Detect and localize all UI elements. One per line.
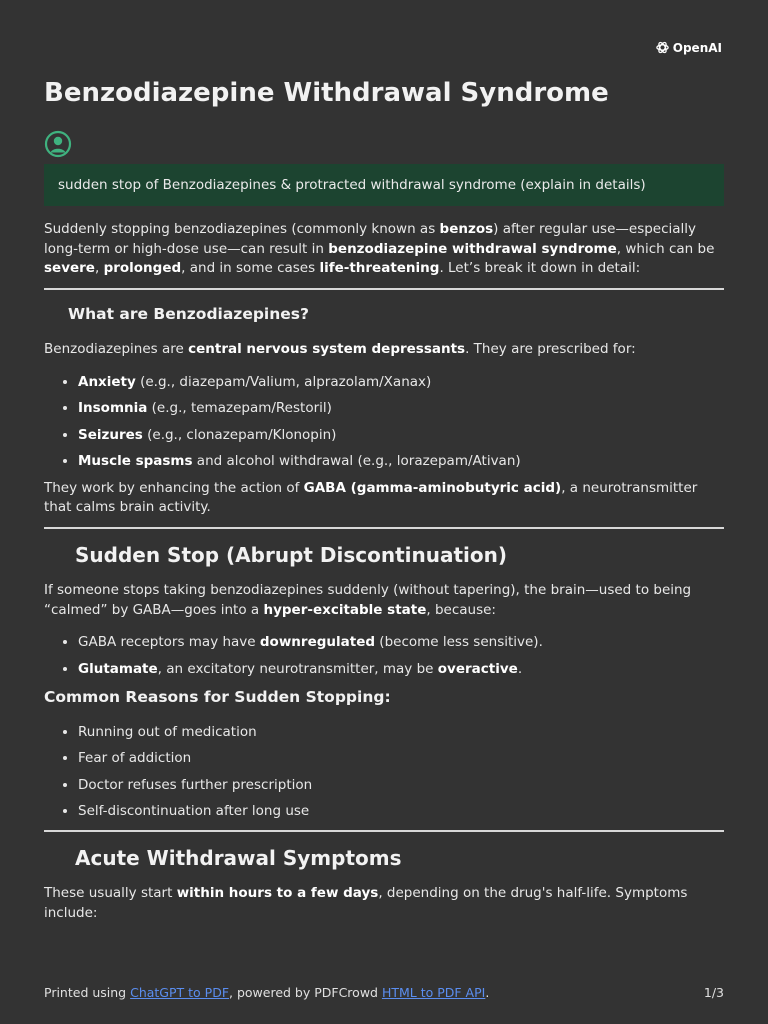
uses-list (44, 373, 724, 472)
list-item: • GABA receptors may have downregulated (become less sensitive). (78, 633, 724, 653)
list-item: • Fear of addiction (78, 749, 724, 769)
list-item: • Seizures (e.g., clonazepam/Klonopin) (78, 426, 724, 446)
section-heading: Acute Withdrawal Symptoms (75, 845, 402, 870)
paragraph: Benzodiazepines are central nervous system depressants. They are prescribed for: (44, 341, 636, 357)
user-avatar-icon (44, 130, 72, 158)
page-number: 1/3 (703, 985, 724, 1000)
reasons-list (44, 723, 724, 822)
divider (44, 527, 724, 529)
paragraph: If someone stops taking benzodiazepines suddenly (without tapering), the brain—used to being “calmed” by GABA—goes into a hyper-excitable state, because: (44, 582, 692, 618)
subsection-heading: Common Reasons for Sudden Stopping: (44, 688, 391, 706)
chatgpt-to-pdf-link[interactable]: ChatGPT to PDF (130, 985, 230, 1000)
divider (44, 830, 724, 832)
list-item: • Anxiety (e.g., diazepam/Valium, alprazolam/Xanax) (78, 373, 724, 393)
footer-credit: Printed using ChatGPT to PDF, powered by PDFCrowd HTML to PDF API. (44, 985, 490, 1000)
list-item: • Glutamate, an excitatory neurotransmitter, may be overactive. (78, 660, 724, 680)
list-item: • Muscle spasms and alcohol withdrawal (e.g., lorazepam/Ativan) (78, 452, 724, 472)
paragraph: They work by enhancing the action of GABA (gamma-aminobutyric acid), a neurotransmitter that calms brain activity. (44, 479, 698, 515)
intro-paragraph: Suddenly stopping benzodiazepines (commonly known as benzos) after regular use—especially long-term or high-dose use—can result in benzodiazepine withdrawal syndrome, which can be severe, prolonged, and in some cases life-threatening. Let’s break it down in detail: (44, 221, 715, 276)
list-item: • Insomnia (e.g., temazepam/Restoril) (78, 399, 724, 419)
divider (44, 288, 724, 290)
list-item: • Doctor refuses further prescription (78, 776, 724, 796)
html-to-pdf-api-link[interactable]: HTML to PDF API (381, 985, 486, 1000)
response-content (44, 220, 724, 923)
list-item: • Running out of medication (78, 723, 724, 743)
openai-knot-icon (655, 40, 670, 55)
openai-logo (655, 40, 722, 55)
paragraph: These usually start within hours to a few days, depending on the drug's half-life. Symptoms include: (44, 885, 688, 921)
user-prompt (44, 164, 724, 206)
section-heading: Sudden Stop (Abrupt Discontinuation) (75, 542, 508, 567)
section-heading: What are Benzodiazepines? (68, 304, 310, 323)
page-footer (44, 985, 724, 1000)
page-title: Benzodiazepine Withdrawal Syndrome (44, 78, 609, 108)
user-prompt-text: sudden stop of Benzodiazepines & protracted withdrawal syndrome (explain in details) (58, 177, 646, 193)
causes-list (44, 633, 724, 679)
logo-text: OpenAI (672, 40, 722, 55)
list-item: • Self-discontinuation after long use (78, 802, 724, 822)
